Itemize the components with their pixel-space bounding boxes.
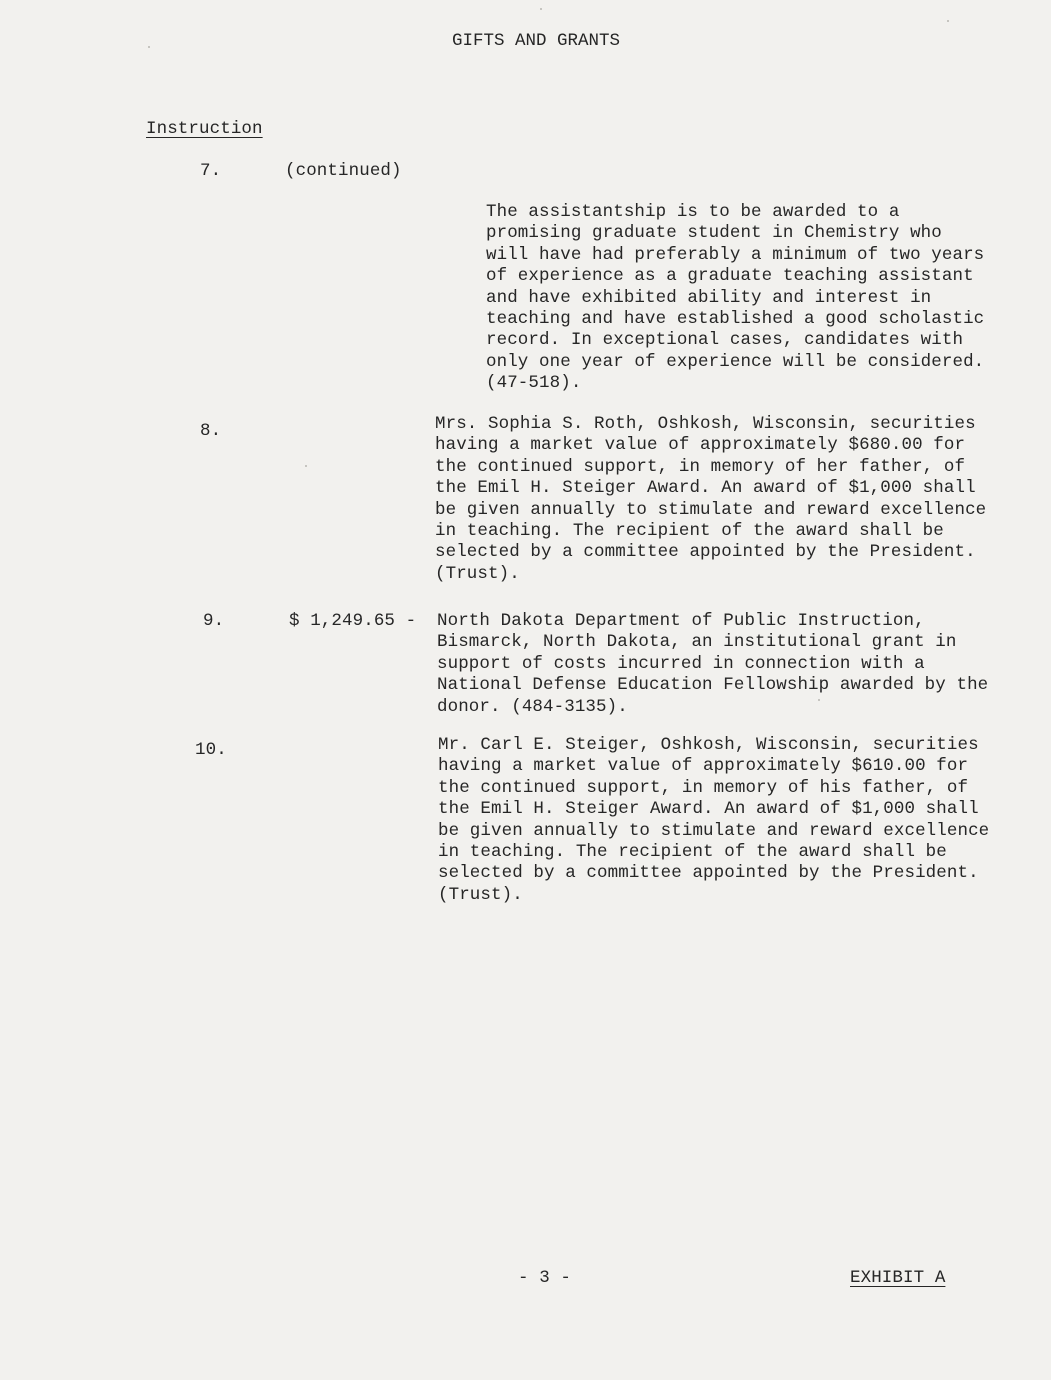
scan-speck — [818, 699, 820, 701]
item-description: The assistantship is to be awarded to a promising graduate student in Chemistry who will have had preferably a minimum of two years of experience as a graduate teaching assistant and have exhibited ability and interest in teaching and have established a good scholastic record. In exceptional cases, candidates with only one year of experience will be considered. (47-518). — [486, 202, 985, 394]
item-number: 9. — [203, 611, 225, 631]
scan-speck — [947, 20, 949, 22]
item-description: Mrs. Sophia S. Roth, Oshkosh, Wisconsin, securities having a market value of approximately $680.00 for the continued support, in memory of her father, of the Emil H. Steiger Award. An award of $1,000 shall be given annually to stimulate and reward excellence in teaching. The recipient of the award shall be selected by a committee appointed by the President. (Trust). — [435, 414, 987, 584]
section-heading: Instruction — [146, 119, 263, 139]
item-description: Mr. Carl E. Steiger, Oshkosh, Wisconsin, securities having a market value of approximately $610.00 for the continued support, in memory of his father, of the Emil H. Steiger Award. An award of $1,000 shall be given annually to stimulate and reward excellence in teaching. The recipient of the award shall be selected by a committee appointed by the President. (Trust). — [438, 735, 990, 905]
page-number: - 3 - — [518, 1268, 572, 1288]
scan-speck — [540, 8, 542, 10]
item-description: North Dakota Department of Public Instruction, Bismarck, North Dakota, an institutional grant in support of costs incurred in connection with a National Defense Education Fellowship awarded by the donor. (484-3135). — [437, 611, 989, 717]
item-number: 8. — [200, 421, 222, 441]
scan-speck — [148, 46, 150, 48]
scan-speck — [305, 465, 307, 467]
item-number: 10. — [195, 740, 227, 760]
item-number: 7. — [200, 161, 222, 181]
item-amount: (continued) — [285, 161, 402, 181]
exhibit-label: EXHIBIT A — [850, 1268, 946, 1288]
page-title: GIFTS AND GRANTS — [452, 31, 621, 51]
item-amount: $ 1,249.65 - — [289, 611, 417, 631]
